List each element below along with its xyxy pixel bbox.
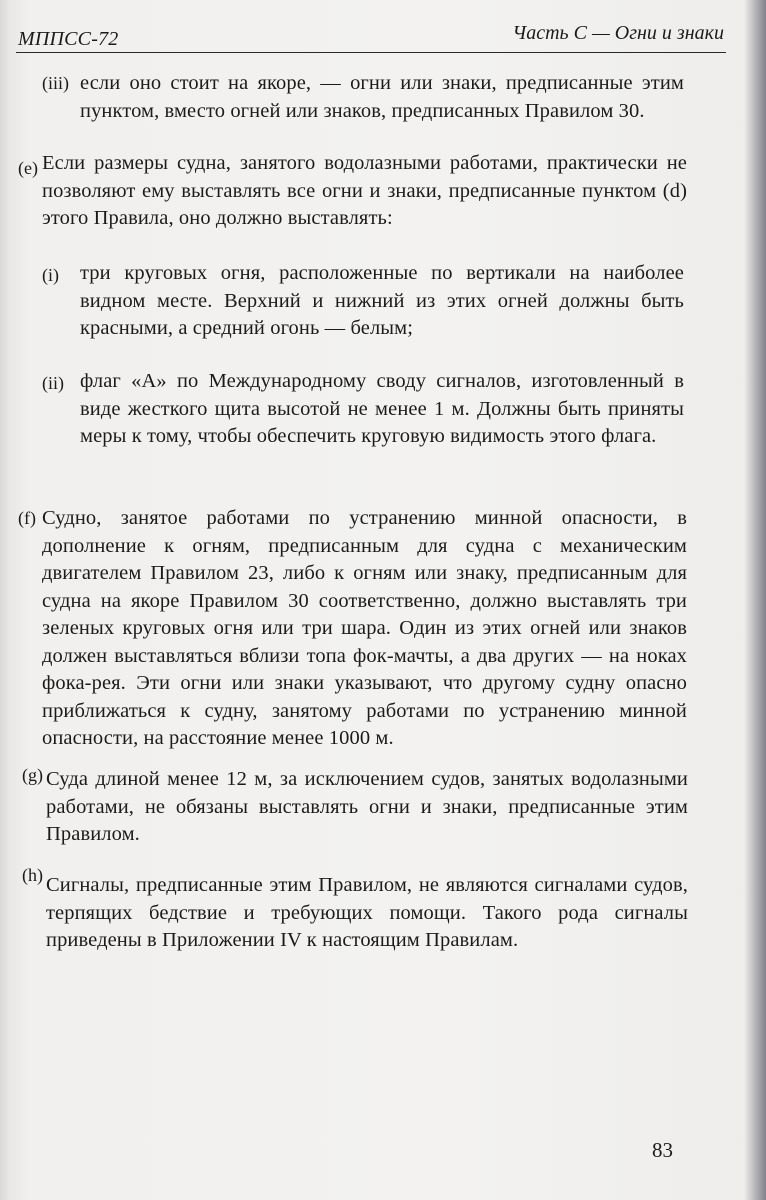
page-number: 83: [652, 1138, 673, 1162]
item-text-ii: флаг «А» по Международному своду сигналов, изготовленный в виде жесткого щита высотой не менее 1 м. Должны быть приняты меры к тому, чтобы обеспечить круговую видимость этого флага.: [80, 370, 684, 447]
item-marker-h: (h): [22, 865, 43, 885]
header-part-title: Часть С — Огни и знаки: [512, 22, 724, 44]
item-text-e: Если размеры судна, занятого водолазными работами, практически не позволяют ему выставлять все огни и знаки, предписанные пунктом (d) этого Правила, оно должно выставлять:: [42, 152, 687, 229]
item-text-f: Судно, занятое работами по устранению минной опасности, в дополнение к огням, предписанным для судна с механическим двигателем Правилом 23, либо к огням или знаку, предписанным для судна на якоре Правилом 30 соответственно, должно выставлять три зеленых круговых огня или три шара. Один из этих огней или знаков должен выставляться вблизи топа фок-мачты, а два других — на ноках фока-рея. Эти огни или знаки указывают, что другому судну опасно приближаться к судну, занятому работами по устранению минной опасности, на расстояние менее 1000 м.: [42, 507, 687, 749]
item-text-g: Суда длиной менее 12 м, за исключением судов, занятых водолазными работами, не обязаны выставлять огни и знаки, предписанные этим Правилом.: [46, 768, 688, 845]
page-edge-shadow: [744, 0, 766, 1200]
running-header: [16, 16, 726, 53]
item-text-iii: если оно стоит на якоре, — огни или знаки, предписанные этим пунктом, вместо огней или знаков, предписанных Правилом 30.: [80, 72, 684, 122]
item-marker-e: (e): [18, 158, 38, 178]
item-marker-iii: (iii): [42, 73, 69, 93]
item-text-i: три круговых огня, расположенные по вертикали на наиболее видном месте. Верхний и нижний из этих огней должны быть красными, а средний огонь — белым;: [80, 262, 684, 339]
item-marker-i: (i): [42, 265, 59, 285]
item-marker-ii: (ii): [42, 373, 64, 393]
item-text-h: Сигналы, предписанные этим Правилом, не являются сигналами судов, терпящих бедствие и требующих помощи. Такого рода сигналы приведены в Приложении IV к настоящим Правилам.: [46, 874, 688, 951]
item-marker-g: (g): [22, 765, 43, 785]
item-marker-f: (f): [18, 508, 36, 528]
header-book-title: МППСС-72: [18, 28, 119, 50]
